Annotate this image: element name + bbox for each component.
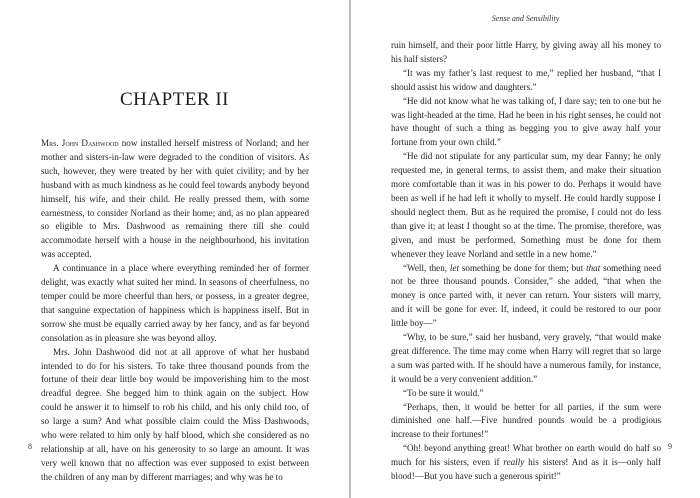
emphasis: really [503,457,525,468]
paragraph-text: now installed herself mistress of Norland; and her mother and sisters-in-law were degraded to the condition of visitors. As such, however, they were treated by her with quiet civility; and by her husband with as much kindness as he could feel towards anybody beyond himself, his wife, and their child. He really pressed them, with some earnestness, to consider Norland as their home; and, as no plan appeared so eligible to Mrs. Dashwood as remaining there till she could accommodate herself with a house in the neighbourhood, his invitation was accepted. [41,138,309,260]
paragraph: “He did not stipulate for any particular sum, my dear Fanny; he only requested me, in general terms, to assist them, and make their situation more comfortable than it was in his power to do. Perhaps it would have been as well if he had left it wholly to myself. He could hardly suppose I should neglect them. But as he required the promise, I could not do less than give it; at least I thought so at the time. The promise, therefore, was given, and must be performed. Something must be done for them whenever they leave Norland and settle in a new home.” [391,151,661,259]
opening-small-caps: Mrs. John Dashwood [41,138,119,148]
text-run: something be done for them; but [459,262,587,273]
paragraph [391,262,661,332]
paragraph: “Perhaps, then, it would be better for all parties, if the sum were diminished one half.—Five hundred pounds would be a prodigious increase to their fortunes!” [391,401,661,440]
text-run: something need not be three thousand pounds. Consider,” she added, “that when the money is once parted with, it never can return. Your sisters will marry, and it will be gone for ever. If, indeed, it could be restored to our poor little boy—” [391,262,662,329]
paragraph: “It was my father’s last request to me,” replied her husband, “that I should assist his widow and daughters.” [391,67,661,92]
page-number: 9 [668,442,672,451]
paragraph [41,137,309,262]
page-number: 8 [28,442,32,451]
chapter-title: CHAPTER II [120,89,229,110]
paragraph: “He did not know what he was talking of, I dare say; ten to one but he was light-headed at the time. Had he been in his right senses, he could not have thought of such a thing as begging you to give away half your fortune from your own child.” [391,95,661,148]
text-run: his sisters! And as it is—only half blood!—But you have such a generous spirit!” [391,457,661,482]
paragraph: “Why, to be sure,” said her husband, very gravely, “that would make great difference. The time may come when Harry will regret that so large a sum was parted with. If he should have a numerous family, for instance, it would be a very convenient addition.” [391,332,661,384]
running-header: Sense and Sensibility [491,14,560,23]
paragraph: ruin himself, and their poor little Harry, by giving away all his money to his half sisters? [391,40,661,64]
right-page [351,0,700,498]
paragraph [391,442,661,484]
left-page [0,0,349,498]
right-page-text [391,39,661,484]
emphasis: that [586,262,601,273]
text-run: “Oh! beyond anything great! What brother on earth would do half so much for his sisters, even if [391,443,661,468]
paragraph: Mrs. John Dashwood did not at all approve of what her husband intended to do for his sisters. To take three thousand pounds from the fortune of their dear little boy would be impoverishing him to the most dreadful degree. She begged him to think again on the subject. How could he answer it to himself to rob his child, and his only child too, of so large a sum? And what possible claim could the Miss Dashwoods, who were related to him only by half blood, which she considered as no relationship at all, have on his generosity to so large an amount. It was very well known that no affection was ever supposed to exist between the children of any man by different marriages; and why was he to [41,346,309,482]
paragraph: A continuance in a place where everything reminded her of former delight, was exactly what suited her mind. In seasons of cheerfulness, no temper could be more cheerful than hers, or possess, in a greater degree, that sanguine expectation of happiness which is happiness itself. But in sorrow she must be equally carried away by her fancy, and as far beyond consolation as in pleasure she was beyond alloy. [41,263,309,343]
text-run: “Well, then, [403,262,450,273]
paragraph: “To be sure it would.” [403,387,484,398]
left-page-text [41,137,309,485]
page-gutter [349,0,351,498]
emphasis: let [449,262,459,273]
